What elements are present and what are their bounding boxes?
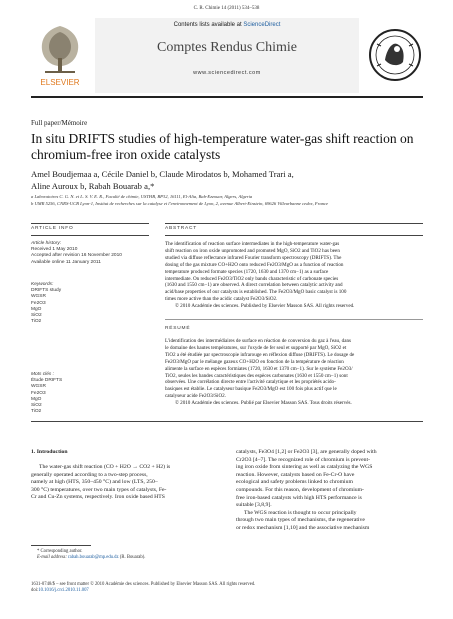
intro-line: ing iron oxide from sintering as well as catalyzing the WGS [236, 464, 373, 471]
resume-text [165, 338, 423, 407]
footnote [31, 549, 221, 561]
contents-prefix: Contents lists available at [173, 22, 244, 28]
history-item: Accepted after revision 16 November 2010 [31, 253, 122, 259]
article-info-rule [31, 235, 149, 236]
motcle: Étude DRIFTS [31, 378, 63, 384]
abstract-copyright: © 2010 Académie des sciences. Published by Elsevier Masson SAS. All rights reserved. [175, 303, 355, 310]
abstract-rule [165, 223, 423, 224]
journal-title: Comptes Rendus Chimie [157, 40, 297, 55]
intro-line: through two main types of mechanisms, the regenerative [236, 517, 365, 524]
article-title [31, 131, 423, 163]
header-rule [31, 96, 423, 98]
elsevier-wordmark: ELSEVIER [40, 78, 80, 87]
email-suffix: (R. Bouarab). [118, 555, 146, 561]
intro-line: free iron-based catalysts with high HTS performance is [236, 494, 362, 501]
intro-line: The water-gas shift reaction (CO + H2O → CO2 + H2) is [39, 464, 171, 470]
abstract-text [165, 241, 423, 310]
author-list [31, 168, 423, 192]
motcle: WGSR [31, 384, 46, 390]
intro-line: or redox mechanism [1,10] and the associative mechanism [236, 524, 370, 531]
intro-line: Cr and Cu-Zn systems, respectively. Iron oxide based HTS [31, 494, 165, 501]
keyword: SiO2 [31, 313, 42, 319]
title-line: In situ DRIFTS studies of high-temperature water-gas shift reaction on [31, 131, 414, 146]
keyword: MgO [31, 306, 42, 312]
intro-line: compounds. For this reason, development of chromium- [236, 486, 364, 493]
intro-line: The WGS reaction is thought to occur principally [244, 509, 357, 516]
abstract-line: times more active than the acidic catalyst Fe2O3/SiO2. [165, 296, 278, 303]
resume-line: observées. Une corrélation directe entre l'activité catalytique et les propriétés acido- [165, 379, 336, 386]
resume-line: catalyseur acide Fe2O3/SiO2. [165, 393, 226, 400]
motcle: Fe2O3 [31, 390, 46, 396]
resume-line: TiO2 a été étudiée par spectroscopie infrarouge en réflexion diffuse (DRIFTS). Le dosage de [165, 351, 355, 358]
abstract-line: shift reaction on iron oxide unpromoted and promoted MgO, SiO2 and TiO2 has been [165, 247, 340, 254]
intro-line: namely at high (HTS, 350–450 °C) and low (LTS, 250– [31, 479, 158, 486]
history-item: Available online 11 January 2011 [31, 259, 101, 265]
abstract-heading: ABSTRACT [165, 226, 197, 231]
keywords [31, 282, 149, 325]
intro-line: suitable [3,8,9]. [236, 502, 272, 509]
affiliation: b UMR 5256, CNRS-UCB Lyon-1, Institut de recherches sur la catalyse et l'environnement de Lyon, 2, avenue Albert-Einstein, 69626 Villeurbanne cedex, France [31, 200, 329, 206]
affiliations [31, 194, 423, 207]
journal-url[interactable]: www.sciencedirect.com [193, 70, 261, 76]
academie-seal-logo [367, 22, 423, 88]
footnote-rule [31, 545, 91, 546]
abstract-line: temperature produced formate species (1720, 1630 and 1370 cm−1) as a surface [165, 268, 329, 275]
keyword: DRIFTS study [31, 288, 62, 294]
resume-line: basiques est établie. Le catalyseur basique Fe2O3/MgO est 100 fois plus actif que le [165, 386, 337, 393]
abstract-line: dosing of the gas mixture CO+H2O onto reduced Fe2O3/MgO as a function of reaction [165, 261, 344, 268]
doi-link[interactable]: 10.1016/j.crci.2010.11.007 [38, 588, 89, 594]
motcle: TiO2 [31, 409, 42, 415]
email-label: E-mail address: [37, 555, 69, 561]
keywords-label: Keywords: [31, 282, 54, 287]
affiliation: a Laboratoires C. G. N. et L. S. V. E. R., Faculté de chimie, USTHB, BP32, 16111, El-Alia, Bab-Ezzouar, Algers, Algeria [31, 194, 253, 199]
abstract-line: The identification of reaction surface intermediates in the high-temperature water-gas [165, 241, 340, 247]
resume-copyright: © 2010 Académie des sciences. Publié par Elsevier Masson SAS. Tous droits réservés. [175, 400, 352, 407]
article-history [31, 241, 149, 266]
intro-line: ecological and safety problems linked to chromium [236, 479, 353, 486]
resume-line: le domaine des hautes températures, sur l'oxyde de fer seul et supporté par MgO, SiO2 et [165, 344, 347, 351]
authors-line: Amel Boudjemaa a, Cécile Daniel b, Claude Mirodatos b, Mohamed Trari a, [31, 169, 294, 179]
mots-cles [31, 372, 149, 415]
intro-heading: 1. Introduction [31, 449, 68, 455]
corresponding-author: * Corresponding author. [37, 549, 83, 554]
keyword: Fe2O3 [31, 300, 46, 306]
elsevier-logo [31, 20, 89, 90]
article-info-rule [31, 223, 149, 224]
resume-line: L'identification des intermédiaires de surface en réaction de conversion du gaz à l'eau, dans [165, 338, 351, 344]
motscles-label: Mots clés : [31, 372, 54, 377]
intro-left-column [31, 464, 218, 502]
article-info-heading: ARTICLE INFO [31, 226, 74, 231]
sciencedirect-link[interactable]: ScienceDirect [243, 22, 281, 28]
intro-line: generally operated according to a two-step process, [31, 471, 148, 478]
abstract-line: studied via diffuse reflectance infrared Fourier transform spectroscopy (DRIFTS). The [165, 254, 342, 261]
resume-line: Fe2O3/MgO par le mélange gazeux CO+H2O en fonction de la température de réaction [165, 358, 344, 365]
bottom-info [31, 582, 431, 594]
intro-line: reaction. However, catalysts based on Fe-Cr-O have [236, 471, 355, 478]
resume-line: TiO2, seules les bandes caractéristiques des espèces carbonates (1630 et 1550 cm−1) sont [165, 372, 348, 379]
journal-header [31, 18, 423, 93]
contents-line [95, 22, 359, 28]
abstract-line: acid/base properties of our catalysts is established. The Fe2O3/MgO basic catalyst is 100 [165, 289, 347, 296]
article-type: Full paper/Mémoire [31, 119, 88, 127]
motcle: SiO2 [31, 403, 42, 409]
abstract-rule [165, 235, 423, 236]
abstract-line: intermediate. On reduced Fe2O3/TiO2 only bands characteristic of carbonate species [165, 275, 339, 282]
doi-prefix: doi: [31, 588, 39, 594]
journal-banner [95, 18, 359, 93]
title-line: chromium-free iron oxide catalysts [31, 147, 221, 162]
resume-divider [165, 319, 423, 320]
resume-heading: RÉSUMÉ [165, 326, 191, 331]
section-rule [31, 421, 423, 422]
abstract-line: (1630 and 1550 cm−1) are observed. A direct correlation between catalytic activity and [165, 282, 343, 289]
resume-line: alimente la surface en espèces formiates (1720, 1630 et 1370 cm−1). Sur le système Fe2O3/ [165, 365, 353, 372]
keyword: WGSR [31, 294, 46, 300]
history-label: Article history: [31, 241, 62, 246]
issn-line: 1631-0748/$ – see front matter © 2010 Académie des sciences. Published by Elsevier Masson SAS. All rights reserved. [31, 582, 256, 587]
intro-line: 300 °C) temperatures, over two main types of catalysts, Fe- [31, 486, 167, 493]
intro-line: Cr2O3 [4–7]. The recognized role of chromium is prevent- [236, 456, 370, 463]
motcle: MgO [31, 396, 42, 402]
keyword: TiO2 [31, 319, 42, 325]
journal-reference: C. R. Chimie 14 (2011) 534–538 [193, 6, 260, 11]
history-item: Received 1 May 2010 [31, 247, 78, 253]
email-link[interactable]: rabah.bouarab@mp.edu.dz [68, 555, 119, 561]
intro-right-column [236, 449, 423, 533]
intro-line: catalysts, Fe3O4 [1,2] or Fe2O3 [3], are generally doped with [236, 449, 377, 455]
authors-line: Aline Auroux b, Rabah Bouarab a,* [31, 181, 155, 191]
